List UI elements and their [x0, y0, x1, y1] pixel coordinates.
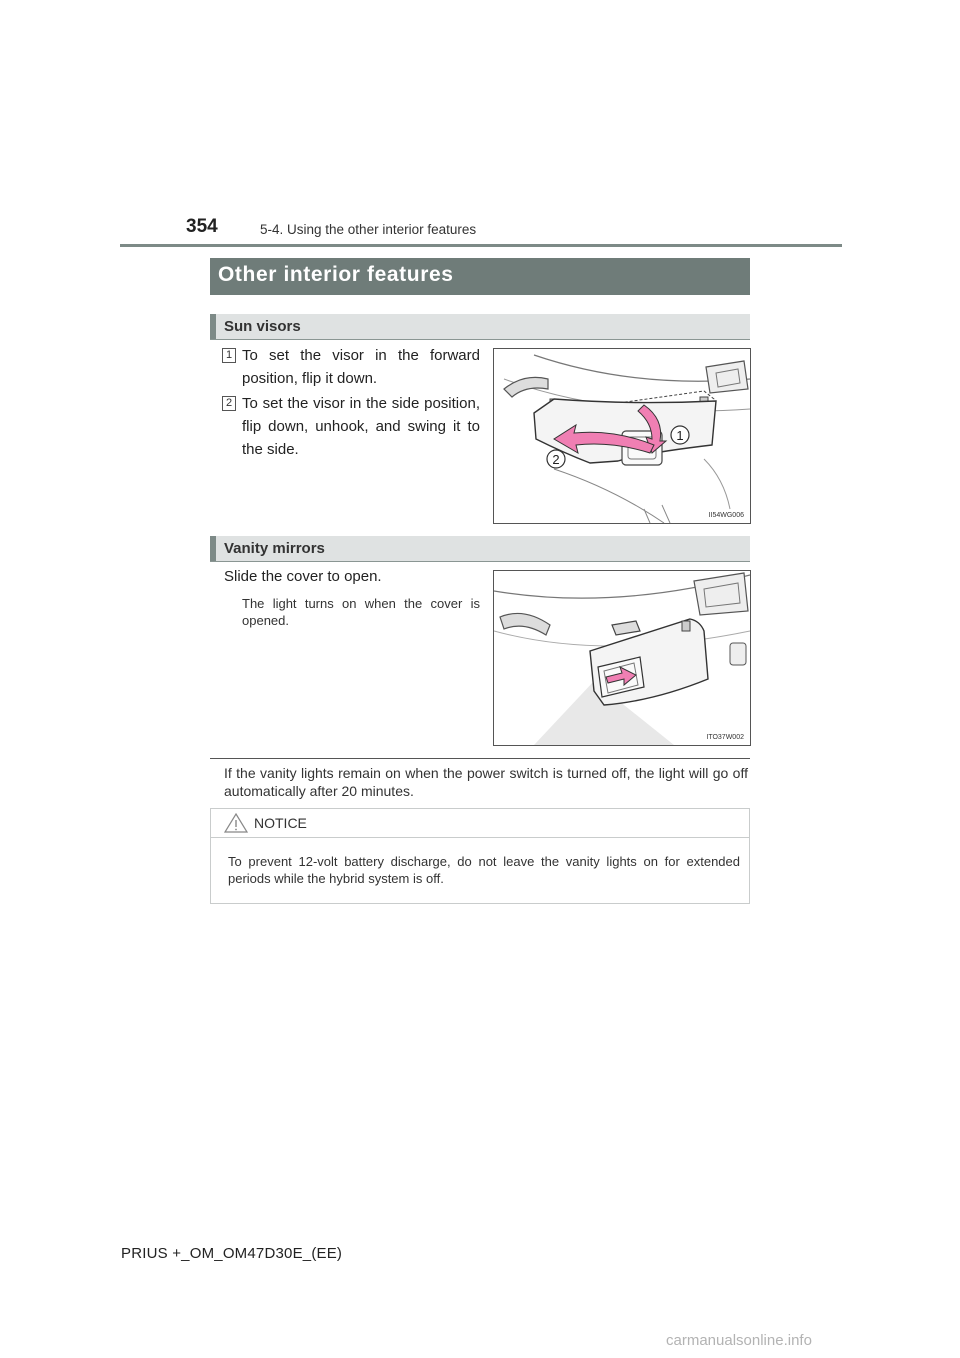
header-rule [120, 244, 842, 247]
notice-separator [210, 837, 750, 838]
step-1-text: To set the visor in the forward position, flip it down. [242, 347, 480, 387]
watermark: carmanualsonline.info [666, 1332, 812, 1349]
warning-triangle-icon [224, 813, 248, 833]
document-id: PRIUS +_OM_OM47D30E_(EE) [121, 1245, 343, 1262]
step-2-text: To set the visor in the side position, flip down, unhook, and swing it to the side. [242, 395, 480, 458]
sun-visor-illustration [493, 348, 751, 524]
page-title: Other interior features [210, 258, 750, 295]
figure-code: II54WG006 [708, 512, 744, 519]
info-text: If the vanity lights remain on when the power switch is turned off, the light will go off automatically after 20 minutes. [224, 765, 748, 799]
callout-1: 1 [676, 428, 684, 443]
vanity-mirror-drawing [494, 571, 750, 745]
info-rule [210, 758, 750, 759]
vanity-instruction: Slide the cover to open. [224, 568, 382, 585]
page-number: 354 [186, 216, 218, 237]
vanity-mirror-illustration [493, 570, 751, 746]
figure-code: ITO37W002 [706, 734, 744, 741]
notice-label: NOTICE [254, 815, 307, 831]
sun-visor-drawing [494, 349, 750, 523]
step-1-number: 1 [222, 348, 236, 363]
callout-2: 2 [552, 452, 560, 467]
step-2-number: 2 [222, 396, 236, 411]
sun-visors-heading: Sun visors [210, 314, 750, 340]
section-title: 5-4. Using the other interior features [260, 222, 477, 237]
vanity-mirrors-heading: Vanity mirrors [210, 536, 750, 562]
notice-text: To prevent 12-volt battery discharge, do not leave the vanity lights on for extended periods while the hybrid system is off. [228, 854, 740, 886]
vanity-note: The light turns on when the cover is opened. [242, 596, 480, 628]
